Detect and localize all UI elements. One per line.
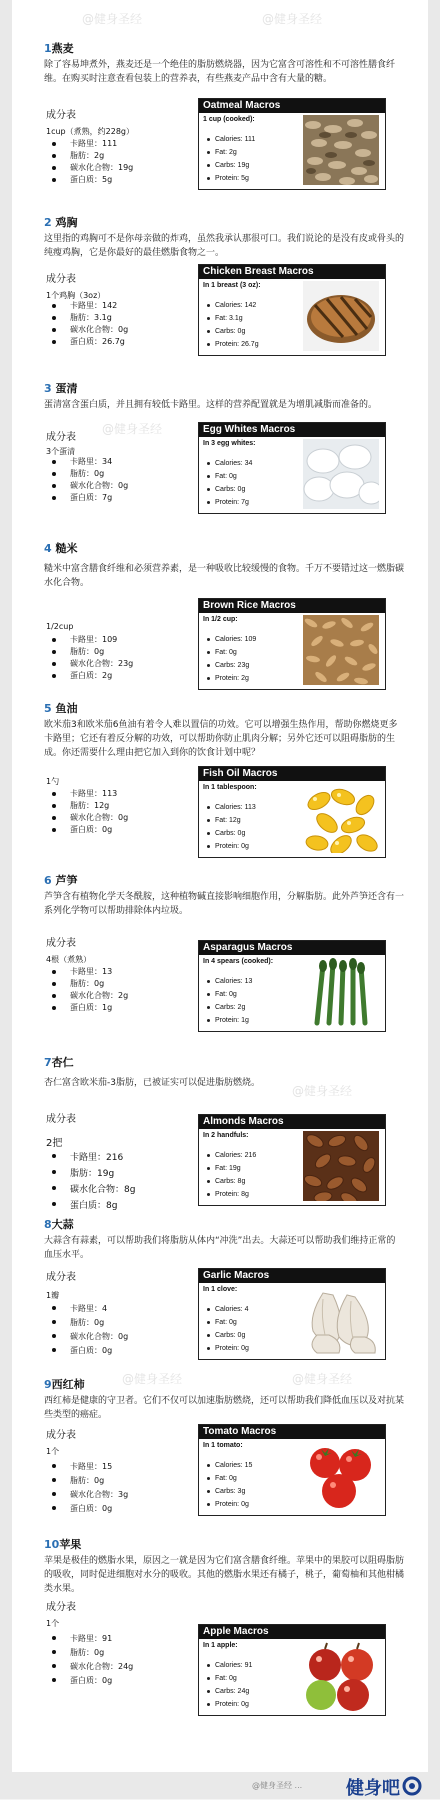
macros-item: Calories: 216 bbox=[205, 1149, 256, 1162]
nutrition-list bbox=[48, 1302, 128, 1358]
macros-box-serving: In 3 egg whites: bbox=[203, 440, 256, 447]
nutrition-list bbox=[48, 1632, 133, 1688]
section-intro: 大蒜含有蒜素，可以帮助我们将脂肪从体内“冲洗”出去。大蒜还可以帮助我们维持正常的血压水平。 bbox=[44, 1236, 396, 1260]
serving-size: 1个 bbox=[46, 1447, 60, 1456]
macros-item: Fat: 0g bbox=[205, 470, 252, 483]
asparagus-image bbox=[303, 957, 379, 1027]
macros-item: Carbs: 0g bbox=[205, 483, 252, 496]
ingredient-label: 成分表 bbox=[46, 1430, 76, 1441]
serving-size: 1/2cup bbox=[46, 622, 74, 631]
section-intro: 苹果是极佳的燃脂水果，原因之一就是因为它们富含膳食纤维。苹果中的果胶可以阻碍脂肪的吸收，同时促进细胞对水分的吸收。其他的燃脂水果还有橘子，桃子，葡萄柚和其他柑橘类水果。 bbox=[44, 1556, 405, 1594]
section-title: 芦笋 bbox=[55, 874, 78, 887]
macros-box-title: Oatmeal Macros bbox=[199, 99, 385, 113]
brand-logo-text: 健身吧 bbox=[346, 1778, 400, 1799]
serving-size: 1个鸡胸（3oz） bbox=[46, 291, 106, 300]
macros-box-serving: In 2 handfuls: bbox=[203, 1132, 249, 1139]
watermark: @健身圣经 bbox=[122, 1372, 183, 1386]
fish-oil-image bbox=[303, 783, 379, 853]
section-number: 10 bbox=[44, 1538, 60, 1551]
macros-item: Fat: 19g bbox=[205, 1162, 256, 1175]
ingredient-label: 成分表 bbox=[46, 432, 76, 443]
macros-item: Protein: 1g bbox=[205, 1014, 252, 1027]
food-section-chicken bbox=[12, 214, 428, 374]
section-heading bbox=[44, 700, 78, 716]
macros-item: Carbs: 3g bbox=[205, 1485, 252, 1498]
macros-item: Fat: 0g bbox=[205, 1472, 252, 1485]
section-number: 5 bbox=[44, 702, 52, 715]
macros-box bbox=[198, 264, 386, 356]
macros-box-serving: In 1 tomato: bbox=[203, 1442, 243, 1449]
macros-list bbox=[205, 801, 256, 853]
section-number: 2 bbox=[44, 216, 52, 229]
macros-list bbox=[205, 1459, 252, 1511]
macros-item: Carbs: 8g bbox=[205, 1175, 256, 1188]
nutrition-item: 卡路里：142 bbox=[48, 300, 128, 312]
nutrition-item: 卡路里：109 bbox=[48, 634, 133, 646]
macros-list bbox=[205, 133, 255, 185]
macros-box-serving: In 1 apple: bbox=[203, 1642, 238, 1649]
macros-list bbox=[205, 1303, 249, 1355]
nutrition-item: 碳水化合物：19g bbox=[48, 162, 133, 174]
footer-bar bbox=[12, 1772, 428, 1799]
macros-list bbox=[205, 457, 252, 509]
section-intro: 杏仁富含欧米茄-3脂肪，已被证实可以促进脂肪燃烧。 bbox=[44, 1078, 260, 1088]
macros-box bbox=[198, 598, 386, 690]
macros-box-title: Garlic Macros bbox=[199, 1269, 385, 1283]
nutrition-item: 碳水化合物：0g bbox=[48, 812, 128, 824]
macros-box bbox=[198, 766, 386, 858]
serving-size: 1勺 bbox=[46, 777, 60, 786]
macros-item: Fat: 2g bbox=[205, 146, 255, 159]
serving-size: 1瓣 bbox=[46, 1291, 60, 1300]
section-number: 7 bbox=[44, 1056, 52, 1069]
section-intro: 糙米中富含膳食纤维和必须营养素，是一种吸收比较缓慢的食物。千万不要错过这一燃脂碳水化合物。 bbox=[44, 564, 405, 588]
food-section-oatmeal bbox=[12, 40, 428, 200]
food-section-asparagus bbox=[12, 872, 428, 1032]
food-section-garlic bbox=[12, 1216, 428, 1366]
nutrition-item: 碳水化合物：2g bbox=[48, 990, 128, 1002]
macros-item: Protein: 26.7g bbox=[205, 338, 259, 351]
section-heading bbox=[44, 40, 74, 56]
food-section-apple bbox=[12, 1536, 428, 1736]
macros-box-serving: In 1 tablespoon: bbox=[203, 784, 257, 791]
serving-size: 4根（煮熟） bbox=[46, 955, 92, 964]
section-title: 鸡胸 bbox=[55, 216, 78, 229]
ingredient-label: 成分表 bbox=[46, 274, 76, 285]
macros-item: Protein: 5g bbox=[205, 172, 255, 185]
section-title: 杏仁 bbox=[51, 1056, 74, 1069]
macros-box bbox=[198, 1424, 386, 1516]
food-section-almonds bbox=[12, 1054, 428, 1211]
section-number: 1 bbox=[44, 42, 52, 55]
ingredient-label: 成分表 bbox=[46, 1272, 76, 1283]
nutrition-item: 卡路里：13 bbox=[48, 966, 128, 978]
ingredient-label: 成分表 bbox=[46, 1114, 76, 1125]
chicken-image bbox=[303, 281, 379, 351]
section-number: 3 bbox=[44, 382, 52, 395]
macros-item: Calories: 111 bbox=[205, 133, 255, 146]
nutrition-item: 蛋白质：0g bbox=[48, 824, 128, 836]
section-heading bbox=[44, 214, 78, 230]
section-number: 4 bbox=[44, 542, 52, 555]
section-intro: 除了容易坤煮外，燕麦还是一个绝佳的脂肪燃烧器，因为它富含可溶性和不可溶性膳食纤维。在购买时注意查看包装上的营养表，有些燕麦产品中含有大量的糖。 bbox=[44, 60, 396, 84]
macros-item: Fat: 0g bbox=[205, 988, 252, 1001]
nutrition-item: 脂肪：0g bbox=[48, 1474, 128, 1488]
nutrition-list bbox=[48, 966, 128, 1014]
nutrition-item: 蛋白质：2g bbox=[48, 670, 133, 682]
macros-box-serving: In 1 breast (3 oz): bbox=[203, 282, 261, 289]
section-intro: 西红柿是健康的守卫者。它们不仅可以加速脂肪燃烧，还可以帮助我们降低血压以及对抗某些类型的癌症。 bbox=[44, 1396, 405, 1420]
nutrition-item: 脂肪：0g bbox=[48, 468, 128, 480]
nutrition-list bbox=[48, 456, 128, 504]
nutrition-item: 脂肪：3.1g bbox=[48, 312, 128, 324]
watermark: @健身圣经 bbox=[82, 12, 143, 26]
section-heading bbox=[44, 1216, 74, 1232]
serving-size: 1个 bbox=[46, 1619, 60, 1628]
section-number: 9 bbox=[44, 1378, 52, 1391]
watermark: @健身圣经 bbox=[292, 1372, 353, 1386]
macros-box-title: Asparagus Macros bbox=[199, 941, 385, 955]
nutrition-item: 卡路里：216 bbox=[48, 1150, 135, 1166]
macros-list bbox=[205, 633, 256, 685]
macros-box-title: Brown Rice Macros bbox=[199, 599, 385, 613]
nutrition-item: 卡路里：111 bbox=[48, 138, 133, 150]
nutrition-item: 碳水化合物：24g bbox=[48, 1660, 133, 1674]
food-section-brown-rice bbox=[12, 540, 428, 690]
nutrition-item: 脂肪：0g bbox=[48, 978, 128, 990]
section-heading bbox=[44, 872, 78, 888]
section-heading bbox=[44, 540, 78, 556]
brown-rice-image bbox=[303, 615, 379, 685]
section-heading bbox=[44, 380, 78, 396]
macros-box bbox=[198, 422, 386, 514]
macros-item: Carbs: 19g bbox=[205, 159, 255, 172]
nutrition-item: 碳水化合物：3g bbox=[48, 1488, 128, 1502]
macros-item: Calories: 4 bbox=[205, 1303, 249, 1316]
nutrition-list bbox=[48, 788, 128, 836]
macros-box-serving: In 4 spears (cooked): bbox=[203, 958, 274, 965]
tomato-image bbox=[303, 1441, 379, 1511]
section-intro: 这里指的鸡胸可不是你母亲做的炸鸡，虽然我承认那很可口。我们说论的是没有皮或骨头的纯瘦鸡胸，它是你最好的最佳燃脂食物之一。 bbox=[44, 234, 405, 258]
almonds-image bbox=[303, 1131, 379, 1201]
nutrition-item: 卡路里：91 bbox=[48, 1632, 133, 1646]
macros-box-title: Chicken Breast Macros bbox=[199, 265, 385, 279]
nutrition-item: 碳水化合物：0g bbox=[48, 1330, 128, 1344]
nutrition-item: 蛋白质：26.7g bbox=[48, 336, 128, 348]
serving-size: 3个蛋清 bbox=[46, 447, 76, 456]
macros-box bbox=[198, 1114, 386, 1206]
section-title: 苹果 bbox=[59, 1538, 82, 1551]
nutrition-item: 脂肪：0g bbox=[48, 646, 133, 658]
serving-size: 2把 bbox=[46, 1138, 63, 1149]
section-number: 8 bbox=[44, 1218, 52, 1231]
macros-list bbox=[205, 299, 259, 351]
nutrition-item: 碳水化合物：0g bbox=[48, 324, 128, 336]
section-intro: 芦笋含有植物化学天冬酰胺，这种植物碱直接影响细胞作用，分解脂肪。此外芦笋还含有一系列化学物可以帮助排除体内垃圾。 bbox=[44, 892, 405, 916]
footer-text: @健身圣经 ... bbox=[252, 1781, 303, 1790]
macros-box-title: Apple Macros bbox=[199, 1625, 385, 1639]
macros-item: Calories: 113 bbox=[205, 801, 256, 814]
section-title: 鱼油 bbox=[55, 702, 78, 715]
macros-item: Fat: 0g bbox=[205, 646, 256, 659]
section-title: 糙米 bbox=[55, 542, 78, 555]
section-title: 燕麦 bbox=[51, 42, 74, 55]
macros-box-title: Almonds Macros bbox=[199, 1115, 385, 1129]
nutrition-item: 碳水化合物：0g bbox=[48, 480, 128, 492]
nutrition-item: 碳水化合物：8g bbox=[48, 1182, 135, 1198]
oatmeal-image bbox=[303, 115, 379, 185]
watermark: @健身圣经 bbox=[262, 12, 323, 26]
macros-item: Carbs: 23g bbox=[205, 659, 256, 672]
brand-logo-icon bbox=[402, 1776, 422, 1796]
ingredient-label: 成分表 bbox=[46, 938, 76, 949]
macros-box bbox=[198, 1268, 386, 1360]
macros-item: Protein: 0g bbox=[205, 1498, 252, 1511]
nutrition-item: 蛋白质：7g bbox=[48, 492, 128, 504]
ingredient-label: 成分表 bbox=[46, 110, 76, 121]
section-heading bbox=[44, 1376, 85, 1392]
section-title: 西红柿 bbox=[51, 1378, 85, 1391]
eggs-image bbox=[303, 439, 379, 509]
nutrition-list bbox=[48, 300, 128, 348]
macros-item: Protein: 0g bbox=[205, 1342, 249, 1355]
macros-item: Fat: 3.1g bbox=[205, 312, 259, 325]
macros-item: Protein: 0g bbox=[205, 840, 256, 853]
macros-item: Calories: 109 bbox=[205, 633, 256, 646]
macros-item: Calories: 34 bbox=[205, 457, 252, 470]
nutrition-list bbox=[48, 1460, 128, 1516]
macros-item: Calories: 13 bbox=[205, 975, 252, 988]
section-title: 大蒜 bbox=[51, 1218, 74, 1231]
macros-item: Fat: 0g bbox=[205, 1316, 249, 1329]
nutrition-item: 脂肪：2g bbox=[48, 150, 133, 162]
food-section-egg-whites bbox=[12, 380, 428, 530]
macros-list bbox=[205, 975, 252, 1027]
watermark: @健身圣经 bbox=[102, 422, 163, 436]
nutrition-item: 蛋白质：8g bbox=[48, 1198, 135, 1214]
macros-item: Fat: 12g bbox=[205, 814, 256, 827]
macros-box-title: Tomato Macros bbox=[199, 1425, 385, 1439]
food-section-tomato bbox=[12, 1376, 428, 1526]
nutrition-item: 卡路里：4 bbox=[48, 1302, 128, 1316]
nutrition-list bbox=[48, 138, 133, 186]
nutrition-item: 蛋白质：5g bbox=[48, 174, 133, 186]
macros-box-serving: In 1 clove: bbox=[203, 1286, 238, 1293]
macros-item: Calories: 91 bbox=[205, 1659, 252, 1672]
nutrition-item: 碳水化合物：23g bbox=[48, 658, 133, 670]
nutrition-item: 卡路里：113 bbox=[48, 788, 128, 800]
section-title: 蛋清 bbox=[55, 382, 78, 395]
section-heading bbox=[44, 1054, 74, 1070]
watermark: @健身圣经 bbox=[292, 1084, 353, 1098]
macros-box bbox=[198, 98, 386, 190]
macros-item: Carbs: 0g bbox=[205, 325, 259, 338]
macros-box-serving: In 1/2 cup: bbox=[203, 616, 238, 623]
macros-item: Protein: 7g bbox=[205, 496, 252, 509]
macros-box bbox=[198, 940, 386, 1032]
macros-list bbox=[205, 1149, 256, 1201]
nutrition-list bbox=[48, 1150, 135, 1214]
nutrition-item: 脂肪：0g bbox=[48, 1646, 133, 1660]
nutrition-item: 脂肪：19g bbox=[48, 1166, 135, 1182]
section-heading bbox=[44, 1536, 81, 1552]
macros-item: Protein: 2g bbox=[205, 672, 256, 685]
macros-item: Protein: 8g bbox=[205, 1188, 256, 1201]
macros-list bbox=[205, 1659, 252, 1711]
macros-box-title: Egg Whites Macros bbox=[199, 423, 385, 437]
macros-item: Calories: 15 bbox=[205, 1459, 252, 1472]
serving-size: 1cup（煮熟，约228g） bbox=[46, 127, 134, 136]
nutrition-item: 蛋白质：0g bbox=[48, 1344, 128, 1358]
macros-item: Carbs: 0g bbox=[205, 1329, 249, 1342]
nutrition-item: 脂肪：0g bbox=[48, 1316, 128, 1330]
macros-box-title: Fish Oil Macros bbox=[199, 767, 385, 781]
nutrition-item: 脂肪：12g bbox=[48, 800, 128, 812]
apple-image bbox=[303, 1641, 379, 1711]
macros-item: Fat: 0g bbox=[205, 1672, 252, 1685]
nutrition-list bbox=[48, 634, 133, 682]
garlic-image bbox=[303, 1285, 379, 1355]
nutrition-item: 卡路里：34 bbox=[48, 456, 128, 468]
macros-box-serving: 1 cup (cooked): bbox=[203, 116, 255, 123]
macros-box bbox=[198, 1624, 386, 1716]
food-section-fish-oil bbox=[12, 700, 428, 860]
nutrition-item: 蛋白质：0g bbox=[48, 1674, 133, 1688]
section-intro: 欧米茄3和欧米茄6鱼油有着令人难以置信的功效。它可以增强生热作用，帮助你燃烧更多卡路里；它还有着反分解的功效，可以帮助你防止肌肉分解；另外它还可以阻碍脂肪的生成。你还需要什么理由把它加入到你的饮食计划中呢？ bbox=[44, 720, 398, 758]
macros-item: Carbs: 24g bbox=[205, 1685, 252, 1698]
ingredient-label: 成分表 bbox=[46, 1602, 76, 1613]
macros-item: Carbs: 2g bbox=[205, 1001, 252, 1014]
nutrition-item: 蛋白质：1g bbox=[48, 1002, 128, 1014]
nutrition-item: 蛋白质：0g bbox=[48, 1502, 128, 1516]
section-intro: 蛋清富含蛋白质，并且拥有较低卡路里。这样的营养配置就是为增肌减脂而准备的。 bbox=[44, 400, 378, 410]
section-number: 6 bbox=[44, 874, 52, 887]
macros-item: Calories: 142 bbox=[205, 299, 259, 312]
macros-item: Protein: 0g bbox=[205, 1698, 252, 1711]
macros-item: Carbs: 0g bbox=[205, 827, 256, 840]
nutrition-item: 卡路里：15 bbox=[48, 1460, 128, 1474]
